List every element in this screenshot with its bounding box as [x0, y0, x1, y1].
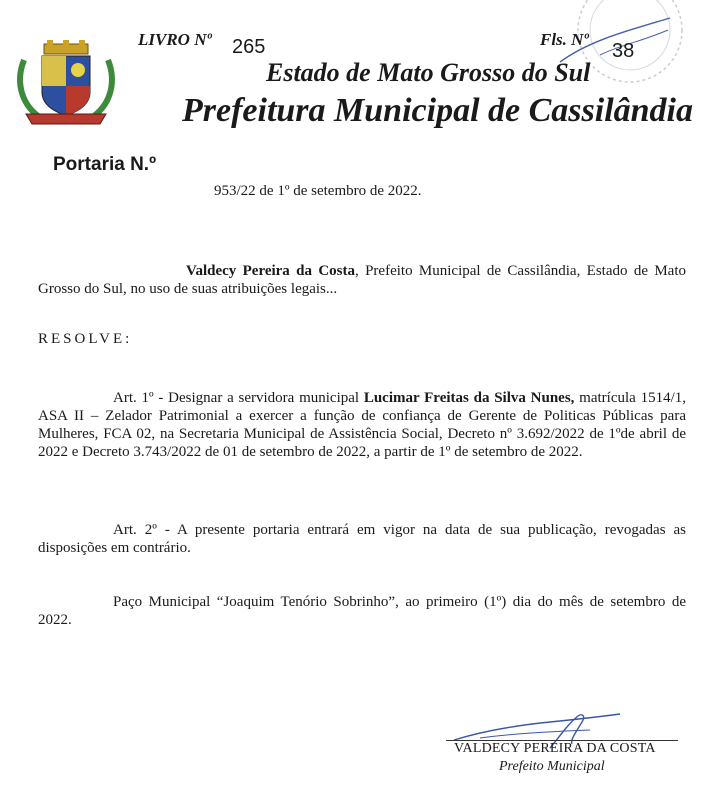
article-1-start: Art. 1º - Designar a servidora municipal [113, 390, 364, 406]
article-1-text: matrícula 1514/1, ASA II – Zelador Patrimonial a exercer a função de confiança de Gerente de Politicas Públicas para Mulheres, FCA 02, na Secretaria Municipal de Assistência Social, Decreto nº 3.692/2022 de 1ºde abril de 2022 e Decreto 3.743/2022 de 01 de setembro de 2022, a partir de 1º de setembro de 2022. [38, 390, 686, 460]
resolve-heading: RESOLVE: [38, 331, 133, 347]
signer-name: VALDECY PEREIRA DA COSTA [454, 741, 656, 756]
closing-paragraph: Paço Municipal “Joaquim Tenório Sobrinho”, ao primeiro (1º) dia do mês de setembro de 2022. [38, 594, 686, 628]
state-title: Estado de Mato Grosso do Sul [266, 58, 591, 87]
portaria-label: Portaria N.º [53, 154, 157, 175]
portaria-number-date: 953/22 de 1º de setembro de 2022. [214, 183, 422, 199]
mayor-name: Valdecy Pereira da Costa [186, 263, 355, 279]
sheet-number: 38 [612, 40, 635, 62]
employee-name: Lucimar Freitas da Silva Nunes, [363, 390, 575, 406]
prefeitura-title: Prefeitura Municipal de Cassilândia [182, 92, 693, 129]
book-number-label: LIVRO Nº [138, 30, 212, 49]
municipal-coat-of-arms-icon [14, 40, 118, 128]
sheet-number-label: Fls. Nº [540, 30, 589, 49]
book-number: 265 [232, 36, 266, 58]
article-1 [38, 389, 686, 461]
intro-text: , Prefeito Municipal de Cassilândia, Estado de Mato Grosso do Sul, no uso de suas atribuições legais... [38, 263, 686, 297]
intro-paragraph [38, 262, 686, 298]
signer-role: Prefeito Municipal [499, 759, 605, 774]
article-2: Art. 2º - A presente portaria entrará em vigor na data de sua publicação, revogadas as disposições em contrário. [38, 522, 686, 556]
